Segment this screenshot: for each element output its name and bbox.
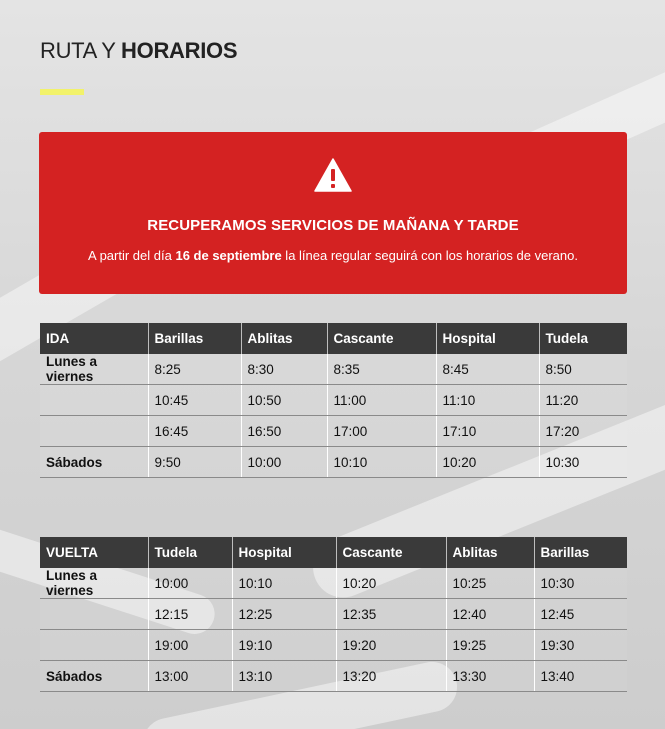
time-cell: 13:10 (232, 661, 336, 692)
time-cell: 17:10 (436, 416, 539, 447)
time-cell: 10:00 (241, 447, 327, 478)
header-stop: Cascante (336, 537, 446, 568)
time-cell: 10:10 (232, 568, 336, 599)
warning-triangle-icon (314, 158, 352, 192)
table-row (40, 661, 627, 692)
table-row (40, 385, 627, 416)
time-cell: 11:20 (539, 385, 627, 416)
page-title-bold: HORARIOS (121, 38, 238, 63)
time-cell: 13:00 (148, 661, 232, 692)
time-cell: 10:45 (148, 385, 241, 416)
time-cell: 13:30 (446, 661, 534, 692)
time-cell: 12:45 (534, 599, 627, 630)
day-label: Lunes a viernes (40, 568, 148, 599)
time-cell: 12:25 (232, 599, 336, 630)
time-cell: 17:20 (539, 416, 627, 447)
day-label (40, 630, 148, 661)
header-direction: IDA (40, 323, 148, 354)
time-cell: 8:50 (539, 354, 627, 385)
header-stop: Cascante (327, 323, 436, 354)
alert-text-before: A partir del día (88, 248, 176, 263)
day-label: Lunes a viernes (40, 354, 148, 385)
header-stop: Hospital (232, 537, 336, 568)
ida-schedule-table (40, 323, 627, 478)
header-stop: Ablitas (446, 537, 534, 568)
time-cell: 16:45 (148, 416, 241, 447)
time-cell: 11:00 (327, 385, 436, 416)
table-row (40, 630, 627, 661)
time-cell: 8:35 (327, 354, 436, 385)
header-stop: Tudela (539, 323, 627, 354)
alert-text (39, 248, 627, 263)
time-cell: 17:00 (327, 416, 436, 447)
time-cell: 10:30 (539, 447, 627, 478)
alert-text-after: la línea regular seguirá con los horarios de verano. (281, 248, 578, 263)
header-direction: VUELTA (40, 537, 148, 568)
time-cell: 10:00 (148, 568, 232, 599)
table-header-row (40, 323, 627, 354)
vuelta-schedule-table (40, 537, 627, 692)
time-cell: 10:20 (336, 568, 446, 599)
day-label (40, 416, 148, 447)
time-cell: 11:10 (436, 385, 539, 416)
header-stop: Hospital (436, 323, 539, 354)
table-row (40, 447, 627, 478)
time-cell: 10:25 (446, 568, 534, 599)
service-alert-banner (39, 132, 627, 294)
time-cell: 12:15 (148, 599, 232, 630)
time-cell: 19:00 (148, 630, 232, 661)
day-label (40, 599, 148, 630)
time-cell: 12:35 (336, 599, 446, 630)
time-cell: 16:50 (241, 416, 327, 447)
day-label: Sábados (40, 447, 148, 478)
table-row (40, 568, 627, 599)
header-stop: Barillas (534, 537, 627, 568)
day-label: Sábados (40, 661, 148, 692)
table-row (40, 416, 627, 447)
page-title-light: RUTA Y (40, 38, 122, 63)
time-cell: 12:40 (446, 599, 534, 630)
time-cell: 19:10 (232, 630, 336, 661)
time-cell: 10:10 (327, 447, 436, 478)
time-cell: 19:30 (534, 630, 627, 661)
time-cell: 19:25 (446, 630, 534, 661)
header-stop: Tudela (148, 537, 232, 568)
header-stop: Ablitas (241, 323, 327, 354)
page-title (40, 38, 237, 64)
title-accent-underline (40, 89, 84, 95)
table-row (40, 599, 627, 630)
time-cell: 10:50 (241, 385, 327, 416)
table-header-row (40, 537, 627, 568)
time-cell: 10:30 (534, 568, 627, 599)
time-cell: 8:25 (148, 354, 241, 385)
time-cell: 13:20 (336, 661, 446, 692)
time-cell: 13:40 (534, 661, 627, 692)
time-cell: 19:20 (336, 630, 446, 661)
table-row (40, 354, 627, 385)
day-label (40, 385, 148, 416)
alert-text-date: 16 de septiembre (175, 248, 282, 263)
time-cell: 9:50 (148, 447, 241, 478)
time-cell: 10:20 (436, 447, 539, 478)
alert-heading: RECUPERAMOS SERVICIOS DE MAÑANA Y TARDE (147, 217, 519, 234)
time-cell: 8:45 (436, 354, 539, 385)
time-cell: 8:30 (241, 354, 327, 385)
header-stop: Barillas (148, 323, 241, 354)
